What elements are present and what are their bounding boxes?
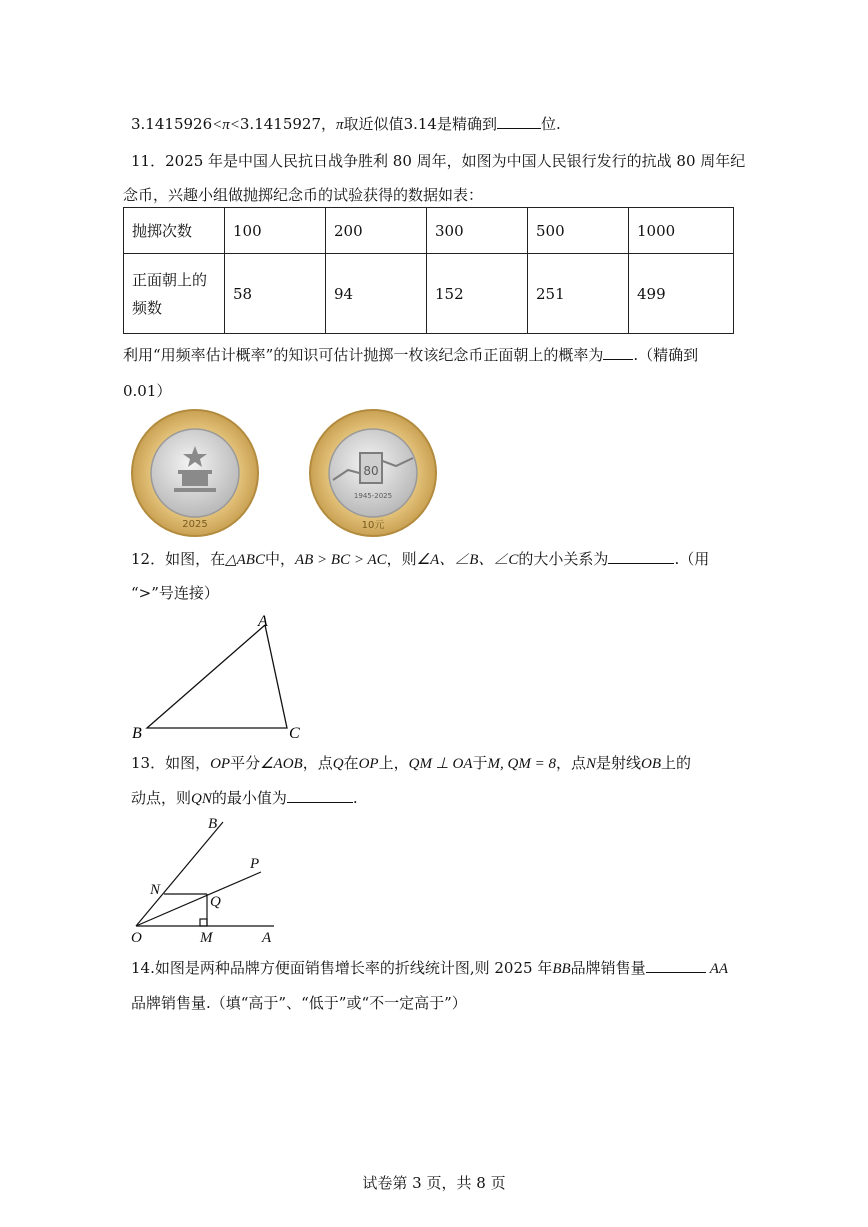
q13-text: 是射线 [596,754,642,772]
q13-text: 上的 [661,754,692,772]
answer-blank [646,958,706,973]
table-row [124,208,734,254]
table-header-cell [124,254,225,334]
frequency-table [123,207,734,334]
label-p: P [250,856,260,872]
page-footer: 试卷第 3 页，共 8 页 [362,1174,506,1192]
pi-text: 取近似值 [343,115,404,133]
q13-text: 平分 [230,754,261,772]
right-angle-mark [200,919,207,926]
answer-blank [603,345,633,360]
q14-text: 14.如图是两种品牌方便面销售增长率的折线统计图,则 2025 年 [131,959,553,977]
q13-text: ，点 [302,754,333,772]
pi-value: 3.14 [403,115,437,133]
q12-text: 的大小关系为 [518,550,609,568]
pi-text: 位. [540,115,561,133]
q13-text: ，点 [555,754,586,772]
answer-blank [608,549,674,564]
pi-symbol: π [222,117,230,133]
brand-aa: AA [709,961,729,977]
pi-lower-bound: 3.1415926 [131,115,213,133]
math: ∠AOB [260,756,303,772]
inequality: AB > BC > AC [294,552,387,568]
coin-year: 2025 [182,519,208,530]
answer-blank [287,788,353,803]
q13-text: 上， [378,754,409,772]
label-m: M [200,930,213,946]
label-q: Q [210,894,221,910]
q11-line2: 念币，兴趣小组做抛掷纪念币的试验获得的数据如表： [123,186,484,204]
q13-text: 动点，则 [131,789,192,807]
table-cell: 500 [528,208,629,254]
math: OP [358,756,379,772]
pi-upper-bound: 3.1415927 [239,115,322,133]
coin-years: 1945-2025 [353,492,393,500]
math: Q [332,756,344,772]
table-cell: 251 [528,254,629,334]
q11-text: .（精确到 [633,346,699,364]
q12-line1 [131,548,709,569]
brand-bb: BB [552,961,571,977]
coin-front-image [130,408,260,538]
q13-text: 13．如图， [131,754,211,772]
math: QM ⊥ OA [408,756,473,772]
ray-ob [136,822,223,926]
pi-approx-line [131,113,561,134]
pi-text: 是精确到 [436,115,497,133]
math: QN [191,791,212,807]
q11-line1: 11．2025 年是中国人民抗日战争胜利 80 周年，如图为中国人民银行发行的抗战 80 周年纪 [131,152,746,170]
label-b: B [208,816,218,832]
row-label-line: 频数 [132,298,163,317]
vertex-label-c: C [289,725,300,742]
q11-precision: 0.01） [123,382,172,400]
q13-text: 的最小值为 [211,789,287,807]
triangle-diagram [128,610,308,745]
table-cell: 1000 [629,208,734,254]
q13-text: 在 [343,754,359,772]
vertex-label-a: A [258,613,268,630]
q14-line2: 品牌销售量.（填“高于”、“低于”或“不一定高于”） [131,994,467,1012]
label-n: N [150,882,161,898]
q13-text: 于 [472,754,488,772]
lt-sign: < [229,117,240,133]
q12-line2: “>”号连接） [131,584,219,602]
row-label-line: 正面朝上的 [132,270,208,289]
q12-text: 中， [264,550,295,568]
vertex-label-b: B [132,725,142,742]
q13-line2 [131,787,358,808]
coin-denomination: 10元 [361,520,385,531]
math: N [585,756,596,772]
triangle-symbol: △ABC [225,552,265,568]
math: OP [210,756,231,772]
q11-question [123,344,698,365]
coin-back-image [308,408,438,538]
math: M, QM = 8 [487,756,556,772]
lt-sign: < [212,117,223,133]
q12-text: 12．如图，在 [131,550,226,568]
table-cell: 152 [427,254,528,334]
coin-80-mark: 80 [363,464,379,478]
triangle-abc [147,625,287,728]
pi-symbol: π [336,117,344,133]
angle-bisector-diagram [128,812,288,947]
table-row [124,254,734,334]
comma: ， [321,115,337,133]
table-cell: 499 [629,254,734,334]
table-header-cell: 抛掷次数 [124,208,225,254]
table-cell: 100 [225,208,326,254]
label-a: A [262,930,272,946]
q12-text: .（用 [674,550,710,568]
q12-text: ，则 [386,550,417,568]
ray-op [136,872,261,926]
q14-line1 [131,957,728,978]
answer-blank [497,114,541,129]
q13-text: . [352,789,358,807]
table-cell: 300 [427,208,528,254]
math: OB [641,756,662,772]
q13-line1 [131,752,691,773]
angles: ∠A、∠B、∠C [416,552,519,568]
table-cell: 200 [326,208,427,254]
label-o: O [131,930,142,946]
table-cell: 94 [326,254,427,334]
table-cell: 58 [225,254,326,334]
q14-text: 品牌销售量 [570,959,646,977]
q11-text: 利用“用频率估计概率”的知识可估计抛掷一枚该纪念币正面朝上的概率为 [123,346,604,364]
